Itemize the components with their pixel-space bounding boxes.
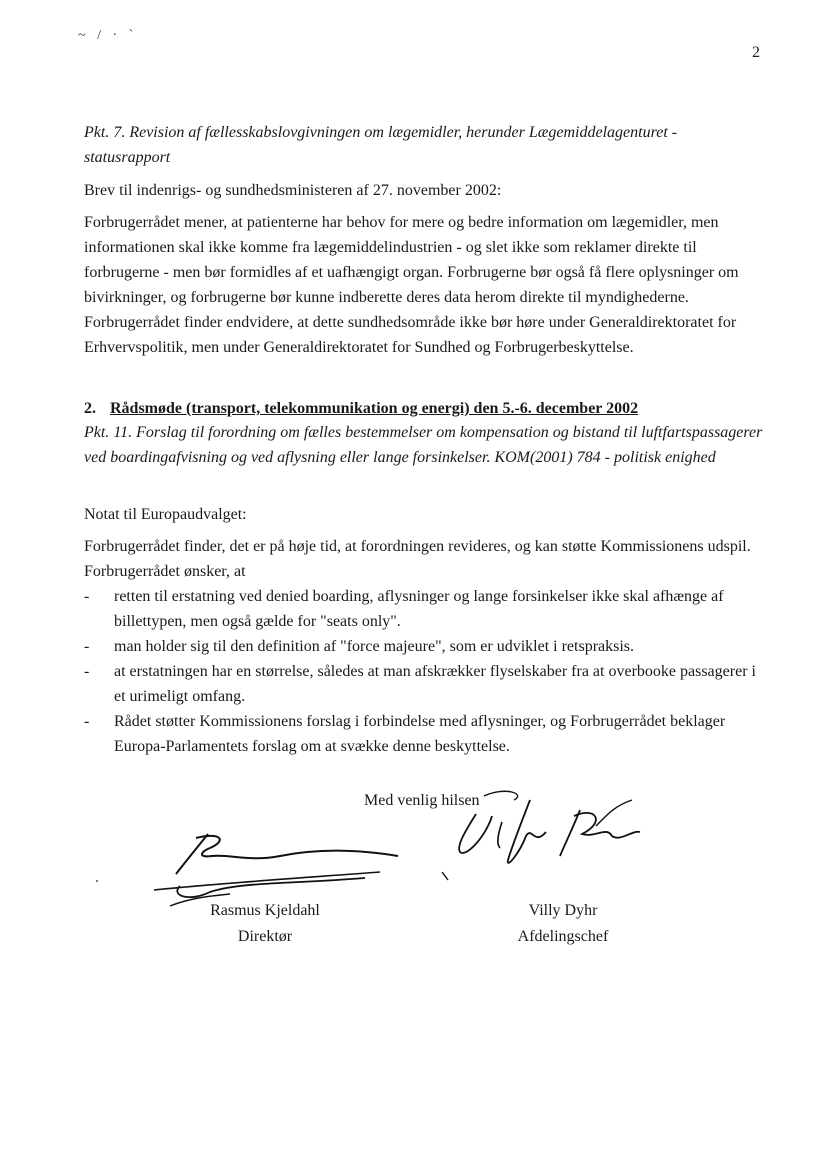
page-number: 2 — [752, 44, 760, 61]
section2-number: 2. — [84, 400, 96, 417]
section2-heading-text: Rådsmøde (transport, telekommunikation og energi) den 5.-6. december 2002 — [110, 400, 639, 417]
section1-letter-reference: Brev til indenrigs- og sundhedsministeren af 27. november 2002: — [84, 182, 502, 199]
closing-greeting: Med venlig hilsen — [364, 792, 480, 809]
list-item: - retten til erstatning ved denied boarding, aflysninger og lange forsinkelser ikke skal afhænge af billettypen, men også gælde for "seats only". — [84, 584, 764, 634]
signatory-1-name: Rasmus Kjeldahl — [210, 902, 320, 919]
signatory-2-name: Villy Dyhr — [528, 902, 598, 919]
section2-bullet-list — [84, 584, 764, 759]
signatory-2 — [488, 898, 638, 950]
handwritten-mark: ~ / · ` — [78, 28, 138, 43]
list-item: - Rådet støtter Kommissionens forslag i forbindelse med aflysninger, og Forbrugerrådet beklager Europa-Parlamentets forslag om at svække denne beskyttelse. — [84, 709, 764, 759]
section2-heading — [84, 396, 764, 421]
signatory-1 — [190, 898, 340, 950]
list-item: - at erstatningen har en størrelse, således at man afskrækker flyselskaber fra at overbooke passagerer i et urimeligt omfang. — [84, 659, 764, 709]
section2-notat: Notat til Europaudvalget: — [84, 506, 247, 523]
signatory-1-title: Direktør — [237, 928, 293, 945]
signatory-2-title: Afdelingschef — [517, 928, 609, 945]
speck — [96, 880, 98, 882]
section1-pkt-title: Pkt. 7. Revision af fællesskabslovgivningen om lægemidler, herunder Lægemiddelagenturet - statusrapport — [84, 124, 678, 166]
section2-pkt-title: Pkt. 11. Forslag til forordning om fælles bestemmelser om kompensation og bistand til luftfartspassagerer ved boardingafvisning og ved aflysning eller lange forsinkelser. KOM(2001) 784 - politisk enighed — [84, 424, 763, 466]
signature-villy-dyhr — [436, 786, 646, 882]
section2-intro: Forbrugerrådet finder, det er på høje tid, at forordningen revideres, og kan støtte Kommissionens udspil. Forbrugerrådet ønsker, at — [84, 538, 751, 580]
list-item: - man holder sig til den definition af "force majeure", som er udviklet i retspraksis. — [84, 634, 764, 659]
section1-body: Forbrugerrådet mener, at patienterne har behov for mere og bedre information om lægemidler, men informationen skal ikke komme fra lægemiddelindustrien - og slet ikke som reklamer direkte til forbrugerne - men bør formidles af et uafhængigt organ. Forbrugerne bør også få flere oplysninger om bivirkninger, og forbrugerne bør kunne indberette deres data herom direkte til myndighederne. Forbrugerrådet finder endvidere, at dette sundhedsområde ikke bør høre under Generaldirektoratet for Erhvervspolitik, men under Generaldirektoratet for Sundhed og Forbrugerbeskyttelse. — [84, 214, 739, 356]
